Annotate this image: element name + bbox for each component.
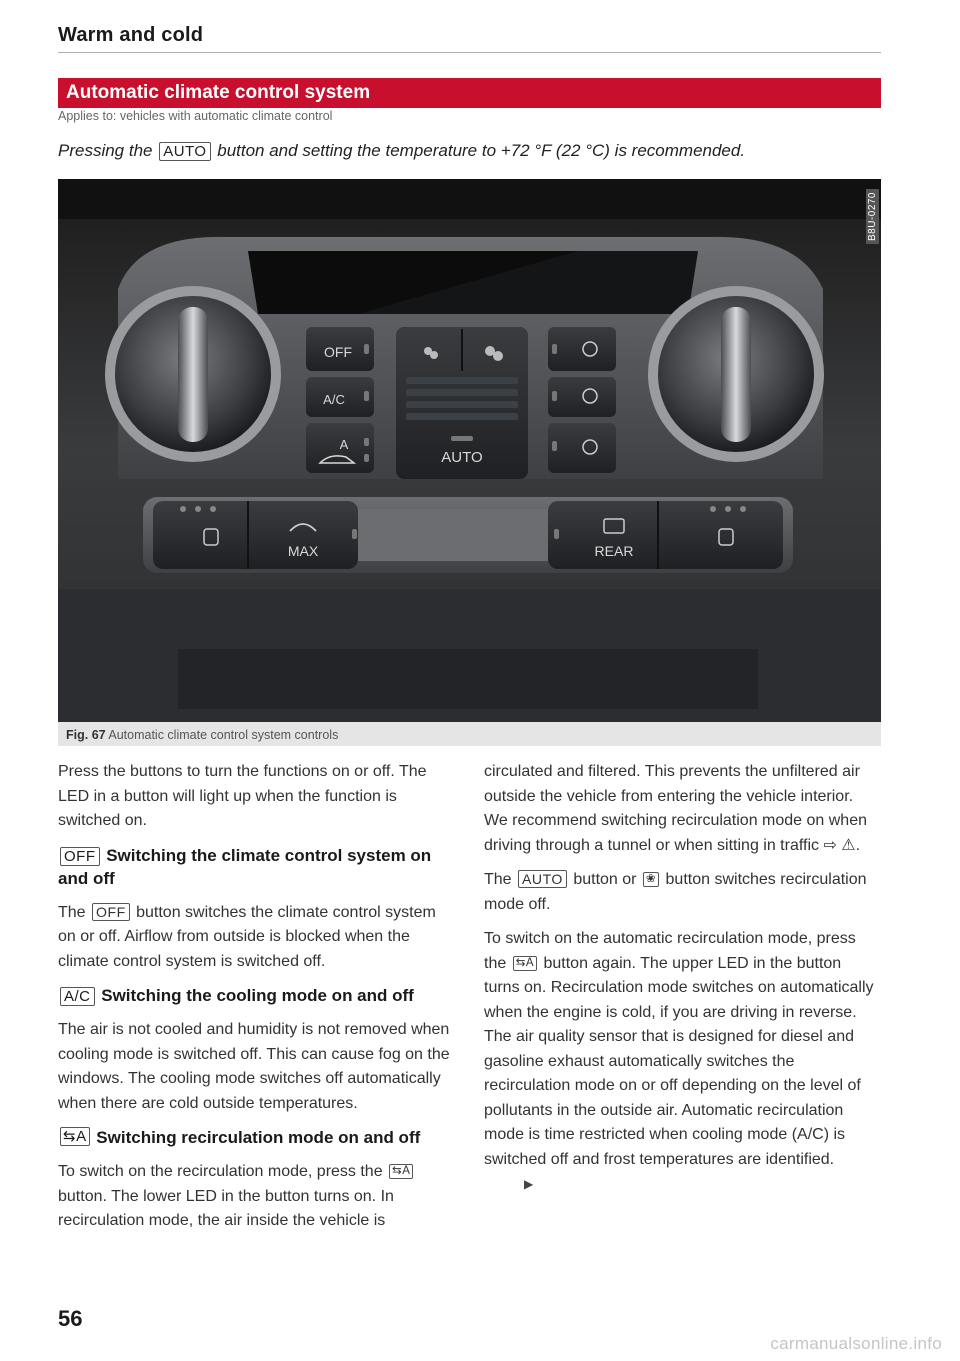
off-p-before: The [58,903,91,921]
p3-after: button again. The upper LED in the button turns on. Recirculation mode switches on automatically when the engine is cold, if you are driving in reverse. The air quality sensor that is designed for diesel and gasoline exhaust automatically switches the recirculation mode on or off depending on the level of pollutants in the outside air. Automatic recirculation mode is time restricted when cooling mode (A/C) is switched off and frost temperatures are identified. [484,954,874,1168]
section-title: Automatic climate control system [58,78,881,108]
auto-key-label: AUTO [159,142,210,161]
header-divider [58,52,881,53]
figure-code: B8U-0270 [866,189,879,244]
figure-caption [58,722,881,746]
ac-key-label: A/C [60,987,95,1006]
p2-before: The [484,871,517,888]
recirc-heading [58,1126,453,1149]
fig-label-off: OFF [324,344,352,360]
watermark: carmanualsonline.info [770,1334,942,1353]
recirc-p-after: button. The lower LED in the button turns on. In recirculation mode, the air inside the vehicle is [58,1187,394,1229]
off-paragraph [58,901,453,975]
air-quality-key-icon: ❀ [643,872,659,887]
fig-label-rear: REAR [594,543,634,559]
fig-label-auto: AUTO [441,449,483,466]
caption-number: Fig. 67 [66,728,106,742]
fig-label-a: A [339,437,349,452]
chapter-header: Warm and cold [58,24,204,46]
continue-arrow-icon: ▶ [524,1177,534,1191]
off-heading [58,844,453,890]
left-column [58,760,453,1244]
recirculation-key-inline-icon: ⇆A [389,1164,413,1179]
warning-ref-icon: ⇨ ⚠. [823,836,861,854]
lead-text-after: button and setting the temperature to +72 °F (22 °C) is recommended. [212,141,746,160]
ac-paragraph: The air is not cooled and humidity is not removed when cooling mode is switched off. This can cause fog on the windows. The cooling mode switches off automatically when there are cold outside temperatures. [58,1021,450,1112]
recirculation-key-icon: ⇆A [60,1127,90,1146]
auto-key-inline: AUTO [518,870,567,888]
fig-label-ac: A/C [323,392,345,407]
p2-after: button switches recirculation mode off. [484,871,867,913]
recirc-continued-paragraph [484,760,879,858]
caption-text: Automatic climate control system controls [105,728,339,742]
applies-to-note: Applies to: vehicles with automatic climate control [58,109,333,123]
off-key-label: OFF [60,847,100,866]
auto-recirc-paragraph [484,927,879,1197]
recirc-off-paragraph [484,868,879,917]
recirc-paragraph [58,1160,453,1234]
page-number: 56 [58,1306,83,1331]
recommendation-line [58,141,745,161]
ac-heading-text: Switching the cooling mode on and off [96,986,414,1005]
off-heading-text: Switching the climate control system on and off [58,845,432,888]
p3-before: To switch on the automatic recirculation mode, press the [484,930,856,972]
lead-text-before: Pressing the [58,141,158,160]
ac-heading [58,984,453,1007]
off-key-inline: OFF [92,903,130,921]
off-p-after: button switches the climate control system on or off. Airflow from outside is blocked when the climate control system is switched off. [58,903,436,970]
climate-panel-illustration [58,179,881,722]
fig-label-max: MAX [287,543,319,559]
recirculation-key-inline2-icon: ⇆A [513,956,537,971]
recirc-p-before: To switch on the recirculation mode, press the [58,1163,388,1180]
p1-text: circulated and filtered. This prevents the unfiltered air outside the vehicle from entering the vehicle interior. We recommend switching recirculation mode on when driving through a tunnel or when sitting in traffic [484,763,867,854]
climate-control-photo [58,179,881,722]
right-column [484,760,879,1207]
intro-paragraph: Press the buttons to turn the functions on or off. The LED in a button will light up when the function is switched on. [58,763,427,829]
recirc-heading-text: Switching recirculation mode on and off [91,1128,421,1147]
p2-mid: button or [568,871,641,888]
